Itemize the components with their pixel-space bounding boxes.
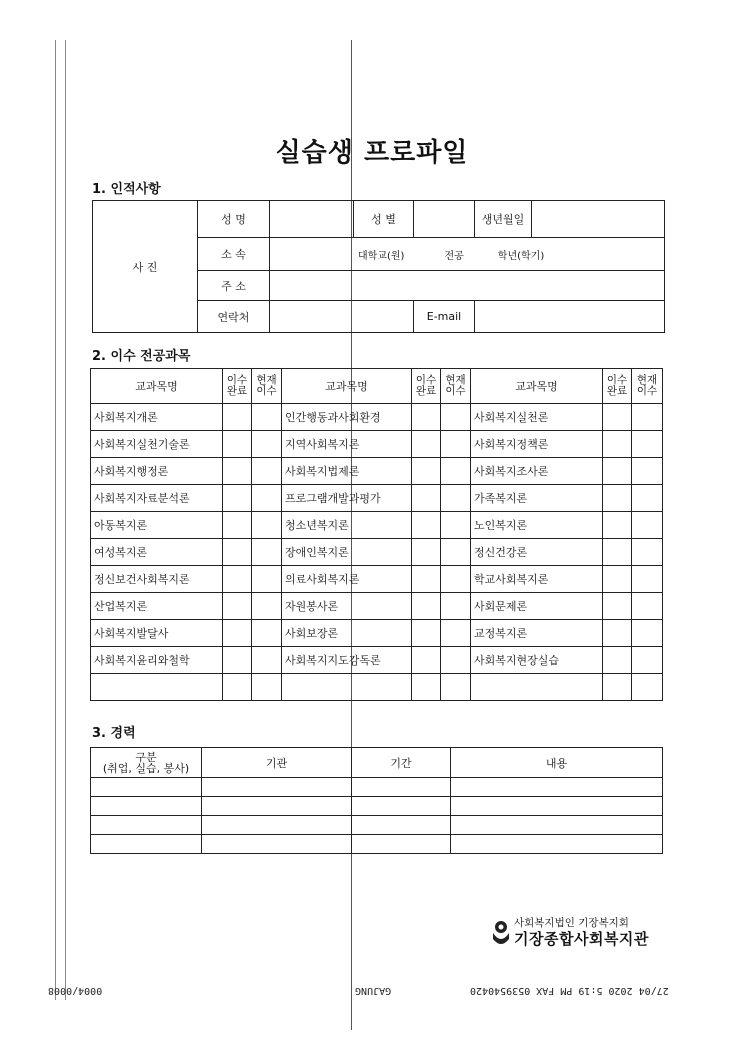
course-done-check[interactable] xyxy=(603,566,632,593)
course-current-check[interactable] xyxy=(252,593,282,620)
col-done-3: 이수 완료 xyxy=(603,369,632,404)
col-current-3: 현재 이수 xyxy=(632,369,663,404)
course-name: 정신보건사회복지론 xyxy=(91,566,223,593)
fax-station: GAJUNG xyxy=(355,985,392,996)
course-row xyxy=(91,512,663,539)
course-done-check[interactable] xyxy=(223,458,252,485)
col-done-1: 이수 완료 xyxy=(223,369,252,404)
course-name: 가족복지론 xyxy=(471,485,603,512)
col-content: 내용 xyxy=(451,748,663,778)
course-done-check[interactable] xyxy=(223,593,252,620)
col-subject-1: 교과목명 xyxy=(91,369,223,404)
course-current-check[interactable] xyxy=(632,539,663,566)
career-row xyxy=(91,816,663,835)
course-done-check[interactable] xyxy=(412,539,441,566)
photo-label: 사 진 xyxy=(132,260,158,274)
course-name: 학교사회복지론 xyxy=(471,566,603,593)
course-name: 사회복지개론 xyxy=(91,404,223,431)
section-career-heading: 3. 경력 xyxy=(92,726,136,741)
course-current-check[interactable] xyxy=(441,539,471,566)
course-current-check[interactable] xyxy=(632,431,663,458)
course-done-check[interactable] xyxy=(412,674,441,701)
course-done-check[interactable] xyxy=(223,647,252,674)
course-done-check[interactable] xyxy=(603,485,632,512)
course-name: 아동복지론 xyxy=(91,512,223,539)
fax-header: 27/04 2020 5:19 PM FAX 0539540420 xyxy=(470,985,669,996)
course-current-check[interactable] xyxy=(441,566,471,593)
course-done-check[interactable] xyxy=(412,458,441,485)
course-done-check[interactable] xyxy=(603,431,632,458)
course-current-check[interactable] xyxy=(252,431,282,458)
course-current-check[interactable] xyxy=(252,404,282,431)
course-current-check[interactable] xyxy=(632,647,663,674)
course-done-check[interactable] xyxy=(223,431,252,458)
course-name xyxy=(471,674,603,701)
course-current-check[interactable] xyxy=(632,512,663,539)
course-current-check[interactable] xyxy=(252,566,282,593)
section-courses-heading: 2. 이수 전공과목 xyxy=(92,349,191,364)
course-done-check[interactable] xyxy=(603,620,632,647)
col-done-2: 이수 완료 xyxy=(412,369,441,404)
major-text: 전공 xyxy=(444,250,464,262)
university-text: 대학교(원) xyxy=(358,250,405,262)
course-current-check[interactable] xyxy=(441,458,471,485)
course-name: 사회복지발달사 xyxy=(91,620,223,647)
course-done-check[interactable] xyxy=(603,593,632,620)
course-current-check[interactable] xyxy=(252,620,282,647)
affiliation-field[interactable] xyxy=(270,238,665,271)
course-name: 사회복지실천론 xyxy=(471,404,603,431)
course-done-check[interactable] xyxy=(603,458,632,485)
col-period: 기간 xyxy=(352,748,451,778)
course-name xyxy=(282,674,412,701)
course-name: 산업복지론 xyxy=(91,593,223,620)
course-done-check[interactable] xyxy=(412,593,441,620)
page-title: 실습생 프로파일 xyxy=(275,138,469,168)
course-done-check[interactable] xyxy=(603,674,632,701)
course-current-check[interactable] xyxy=(441,431,471,458)
course-done-check[interactable] xyxy=(223,674,252,701)
contact-field[interactable] xyxy=(270,301,414,333)
course-name: 사회복지법제론 xyxy=(282,458,412,485)
career-row xyxy=(91,835,663,854)
course-current-check[interactable] xyxy=(252,674,282,701)
course-current-check[interactable] xyxy=(441,512,471,539)
course-row xyxy=(91,431,663,458)
course-row xyxy=(91,458,663,485)
course-done-check[interactable] xyxy=(603,512,632,539)
course-done-check[interactable] xyxy=(223,404,252,431)
course-current-check[interactable] xyxy=(632,566,663,593)
col-subject-2: 교과목명 xyxy=(282,369,412,404)
course-done-check[interactable] xyxy=(412,404,441,431)
course-current-check[interactable] xyxy=(632,458,663,485)
course-done-check[interactable] xyxy=(223,620,252,647)
org-logo xyxy=(490,915,660,951)
course-row xyxy=(91,566,663,593)
col-org: 기관 xyxy=(202,748,352,778)
course-name: 사회보장론 xyxy=(282,620,412,647)
col-type: 구분 (취업, 실습, 봉사) xyxy=(91,748,202,778)
course-done-check[interactable] xyxy=(223,485,252,512)
course-name: 사회문제론 xyxy=(471,593,603,620)
courses-table xyxy=(90,368,663,701)
welfare-logo-icon xyxy=(490,919,512,947)
course-current-check[interactable] xyxy=(252,458,282,485)
course-name: 지역사회복지론 xyxy=(282,431,412,458)
course-current-check[interactable] xyxy=(632,404,663,431)
birth-field[interactable] xyxy=(532,201,665,238)
col-current-1: 현재 이수 xyxy=(252,369,282,404)
course-current-check[interactable] xyxy=(632,674,663,701)
course-name: 사회복지실천기술론 xyxy=(91,431,223,458)
course-done-check[interactable] xyxy=(412,620,441,647)
affiliation-label: 소 속 xyxy=(198,238,270,271)
contact-label: 연락처 xyxy=(198,301,270,333)
course-name: 프로그램개발과평가 xyxy=(282,485,412,512)
course-current-check[interactable] xyxy=(252,485,282,512)
course-name: 인간행동과사회환경 xyxy=(282,404,412,431)
scan-line-left xyxy=(55,40,56,1000)
course-name: 사회복지지도감독론 xyxy=(282,647,412,674)
course-current-check[interactable] xyxy=(632,485,663,512)
course-row xyxy=(91,647,663,674)
email-field[interactable] xyxy=(475,301,665,333)
col-subject-3: 교과목명 xyxy=(471,369,603,404)
course-done-check[interactable] xyxy=(412,647,441,674)
course-name: 사회복지조사론 xyxy=(471,458,603,485)
course-row xyxy=(91,485,663,512)
course-row xyxy=(91,404,663,431)
course-name: 청소년복지론 xyxy=(282,512,412,539)
course-row xyxy=(91,674,663,701)
address-field[interactable] xyxy=(270,271,665,301)
course-current-check[interactable] xyxy=(441,620,471,647)
course-done-check[interactable] xyxy=(412,485,441,512)
course-name: 사회복지정책론 xyxy=(471,431,603,458)
course-name xyxy=(91,674,223,701)
course-name: 노인복지론 xyxy=(471,512,603,539)
photo-box xyxy=(93,201,198,333)
name-label: 성 명 xyxy=(198,201,270,238)
scan-line-left-2 xyxy=(65,40,66,1000)
course-current-check[interactable] xyxy=(441,674,471,701)
course-current-check[interactable] xyxy=(441,593,471,620)
course-name: 의료사회복지론 xyxy=(282,566,412,593)
course-current-check[interactable] xyxy=(632,593,663,620)
org-name-line2: 기장종합사회복지관 xyxy=(514,930,649,948)
course-current-check[interactable] xyxy=(441,485,471,512)
course-row xyxy=(91,620,663,647)
course-done-check[interactable] xyxy=(412,566,441,593)
course-name: 여성복지론 xyxy=(91,539,223,566)
course-done-check[interactable] xyxy=(223,539,252,566)
address-label: 주 소 xyxy=(198,271,270,301)
course-done-check[interactable] xyxy=(603,539,632,566)
course-done-check[interactable] xyxy=(412,431,441,458)
course-current-check[interactable] xyxy=(441,404,471,431)
course-current-check[interactable] xyxy=(252,512,282,539)
course-name: 사회복지자료분석론 xyxy=(91,485,223,512)
grade-text: 학년(학기) xyxy=(497,250,545,262)
course-name: 자원봉사론 xyxy=(282,593,412,620)
personal-info-table xyxy=(92,200,665,333)
col-current-2: 현재 이수 xyxy=(441,369,471,404)
course-done-check[interactable] xyxy=(603,404,632,431)
course-name: 장애인복지론 xyxy=(282,539,412,566)
career-row xyxy=(91,797,663,816)
career-table xyxy=(90,747,663,854)
email-label: E-mail xyxy=(414,301,475,333)
course-done-check[interactable] xyxy=(412,512,441,539)
name-field[interactable] xyxy=(270,201,354,238)
course-current-check[interactable] xyxy=(632,620,663,647)
course-current-check[interactable] xyxy=(252,647,282,674)
course-name: 교정복지론 xyxy=(471,620,603,647)
course-done-check[interactable] xyxy=(603,647,632,674)
course-name: 사회복지현장실습 xyxy=(471,647,603,674)
gender-label: 성 별 xyxy=(354,201,414,238)
course-name: 정신건강론 xyxy=(471,539,603,566)
birth-label: 생년월일 xyxy=(475,201,532,238)
org-name-line1: 사회복지법인 기장복지회 xyxy=(514,917,629,929)
course-current-check[interactable] xyxy=(252,539,282,566)
course-name: 사회복지윤리와철학 xyxy=(91,647,223,674)
course-done-check[interactable] xyxy=(223,566,252,593)
fax-page: 0004/0008 xyxy=(48,985,103,996)
course-name: 사회복지행정론 xyxy=(91,458,223,485)
career-row xyxy=(91,778,663,797)
course-row xyxy=(91,539,663,566)
course-done-check[interactable] xyxy=(223,512,252,539)
section-personal-heading: 1. 인적사항 xyxy=(92,182,161,197)
course-row xyxy=(91,593,663,620)
course-current-check[interactable] xyxy=(441,647,471,674)
gender-field[interactable] xyxy=(414,201,475,238)
